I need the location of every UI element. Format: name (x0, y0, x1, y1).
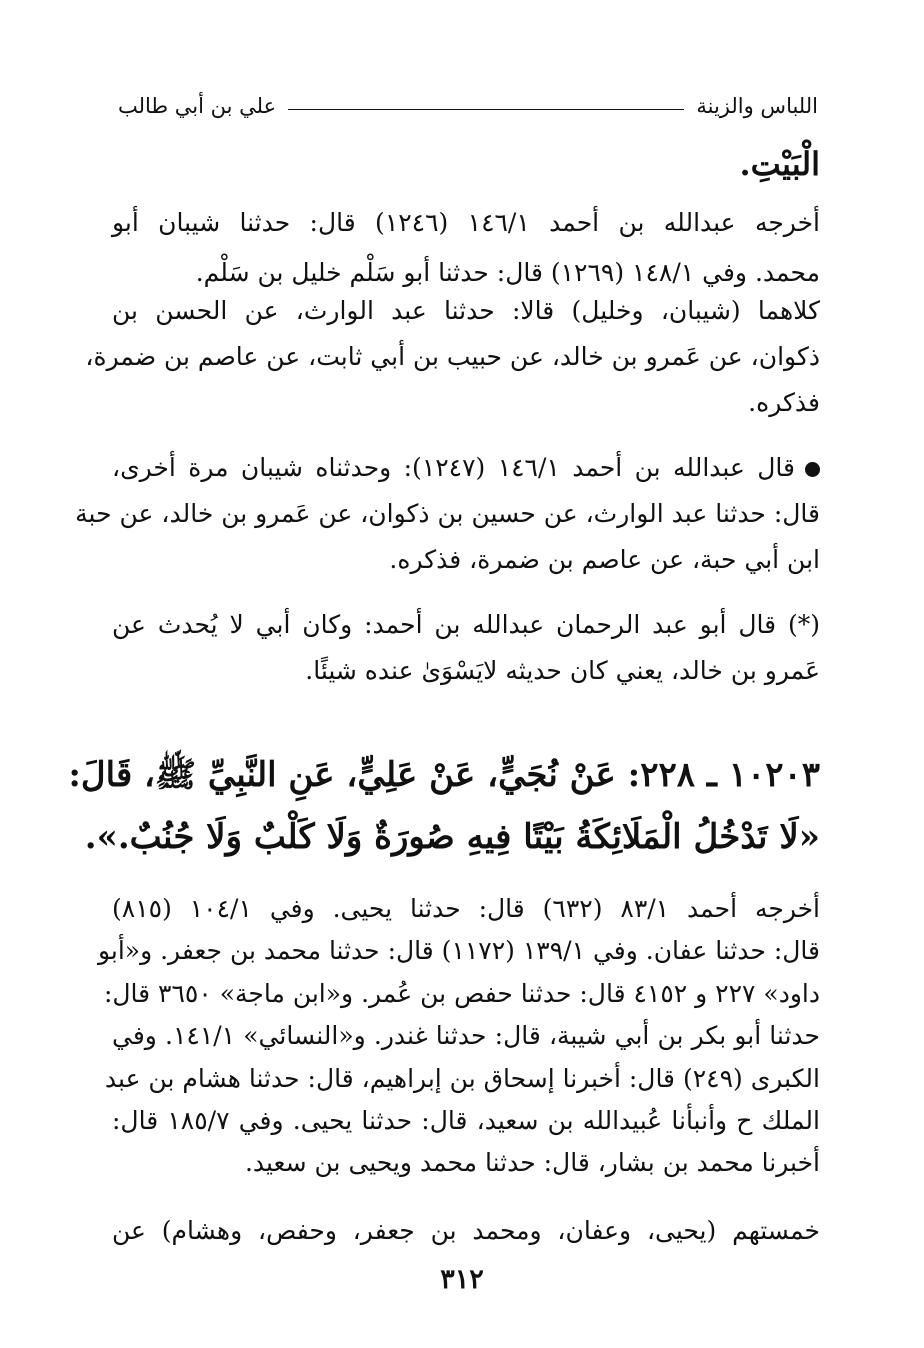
fragment-text: الْبَيْتِ. (739, 145, 820, 183)
text-line: كلاهما (شيبان، وخليل) قالا: حدثنا عبد الوارث، عن الحسن بن (112, 296, 820, 325)
header-rule (288, 109, 684, 110)
text-line: ذكوان، عن عَمرو بن خالد، عن حبيب بن أبي ثابت، عن عاصم بن ضمرة، (85, 342, 820, 371)
page-number: ٣١٢ (440, 1264, 484, 1295)
text-line: خمستهم (يحيى، وعفان، ومحمد بن جعفر، وحفص، وهشام) عن (112, 1216, 820, 1245)
continuation-fragment (112, 142, 820, 186)
text-line: الكبرى (٢٤٩) قال: أخبرنا إسحاق بن إبراهيم، قال: حدثنا هشام بن عبد (104, 1063, 820, 1093)
text-line: ابن أبي حبة، عن عاصم بن ضمرة، فذكره. (389, 545, 820, 574)
text-line: قال: حدثنا عفان. وفي ١٣٩/١ (١١٧٢) قال: حدثنا محمد بن جعفر. و«أبو (97, 936, 820, 966)
text-line (112, 445, 820, 491)
text-line: أخبرنا محمد بن بشار، قال: حدثنا محمد ويحيى بن سعيد. (244, 1148, 820, 1178)
paragraph-note-bullet (75, 445, 820, 583)
paragraph-takhrij-2 (85, 288, 820, 426)
bullet-line-text: قال عبدالله بن أحمد ١٤٦/١ (١٢٤٧): وحدثناه شيبان مرة أخرى، (112, 453, 796, 482)
text-line: فذكره. (748, 388, 820, 417)
paragraph-takhrij-1 (112, 198, 820, 298)
text-line: قال: حدثنا عبد الوارث، عن حسين بن ذكوان، عن عَمرو بن خالد، عن حبة (75, 499, 820, 528)
bullet-icon (805, 462, 820, 477)
hadith-line: «لَا تَدْخُلُ الْمَلَائِكَةُ بَيْتًا فِيهِ صُورَةٌ وَلَا كَلْبٌ وَلَا جُنُبٌ.». (84, 817, 820, 857)
text-line: أخرجه عبدالله بن أحمد ١٤٦/١ (١٢٤٦) قال: حدثنا شيبان أبو (112, 208, 820, 237)
hadith-line: ١٠٢٠٣ ـ ٢٢٨: عَنْ نُجَيٍّ، عَنْ عَلِيٍّ، عَنِ النَّبِيِّ ﷺ، قَالَ: (68, 755, 820, 795)
header-book-section: علي بن أبي طالب (118, 94, 277, 118)
text-line: الملك ح وأنبأنا عُبيدالله بن سعيد، قال: حدثنا يحيى. وفي ١٨٥/٧ قال: (112, 1106, 820, 1136)
hadith-text (68, 744, 820, 868)
paragraph-takhrij-4 (112, 1208, 820, 1254)
text-line: محمد. وفي ١٤٨/١ (١٢٦٩) قال: حدثنا أبو سَلْم خليل بن سَلْم. (195, 258, 820, 287)
text-line: أخرجه أحمد ٨٣/١ (٦٣٢) قال: حدثنا يحيى. وفي ١٠٤/١ (٨١٥) (112, 894, 821, 923)
header-chapter-title: اللباس والزينة (696, 94, 818, 118)
text-line: (*) قال أبو عبد الرحمان عبدالله بن أحمد: وكان أبي لا يُحدث عن (112, 610, 820, 639)
text-line: حدثنا أبو بكر بن أبي شيبة، قال: حدثنا غندر. و«النسائي» ١٤١/١. وفي (112, 1021, 820, 1051)
paragraph-footnote (112, 602, 820, 694)
text-line: عَمرو بن خالد، يعني كان حديثه لايَسْوَىٰ عنده شيئًا. (305, 656, 820, 685)
paragraph-takhrij-3 (97, 888, 821, 1185)
running-header (118, 86, 818, 126)
text-line: داود» ٢٢٧ و ٤١٥٢ قال: حدثنا حفص بن عُمر. و«ابن ماجة» ٣٦٥٠ قال: (103, 978, 820, 1008)
